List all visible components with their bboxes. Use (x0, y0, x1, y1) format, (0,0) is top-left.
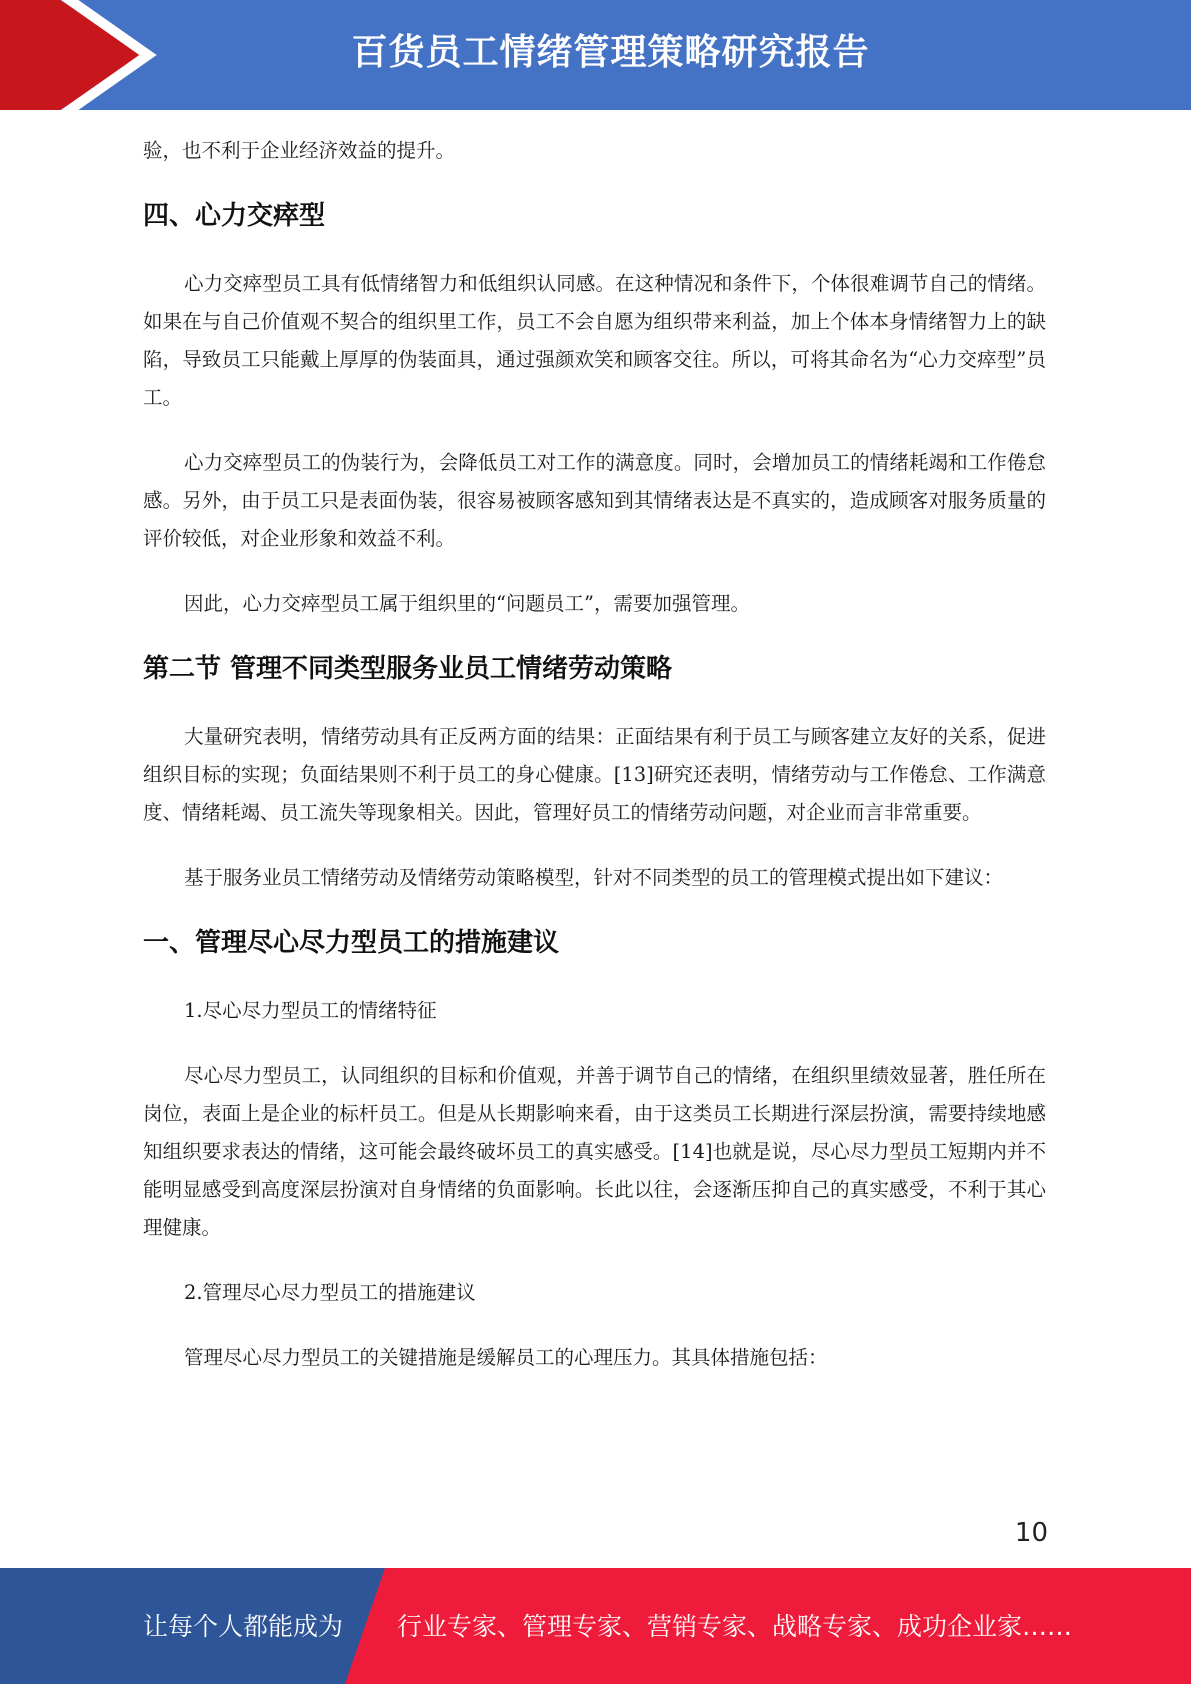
paragraph: 尽心尽力型员工，认同组织的目标和价值观，并善于调节自己的情绪，在组织里绩效显著，胜任所在岗位，表面上是企业的标杆员工。但是从长期影响来看，由于这类员工长期进行深层扮演，需要持续地感知组织要求表达的情绪，这可能会最终破坏员工的真实感受。[14]也就是说，尽心尽力型员工短期内并不能明显感受到高度深层扮演对自身情绪的负面影响。长此以往，会逐渐压抑自己的真实感受，不利于其心理健康。 (143, 1064, 1046, 1239)
header-title: 百货员工情绪管理策略研究报告 (351, 32, 870, 73)
page-header (0, 0, 1191, 110)
page-number: 10 (1014, 1518, 1048, 1548)
subsection-heading: 一、管理尽心尽力型员工的措施建议 (143, 928, 560, 958)
document-body (143, 132, 1046, 1377)
section-heading: 第二节 管理不同类型服务业员工情绪劳动策略 (143, 654, 673, 684)
numbered-subheading: 2.管理尽心尽力型员工的措施建议 (184, 1281, 476, 1304)
paragraph: 管理尽心尽力型员工的关键措施是缓解员工的心理压力。其具体措施包括： (184, 1346, 828, 1369)
paragraph: 心力交瘁型员工的伪装行为，会降低员工对工作的满意度。同时，会增加员工的情绪耗竭和工作倦怠感。另外，由于员工只是表面伪装，很容易被顾客感知到其情绪表达是不真实的，造成顾客对服务质量的评价较低，对企业形象和效益不利。 (143, 451, 1046, 550)
footer-slogan-right: 行业专家、管理专家、营销专家、战略专家、成功企业家…… (397, 1612, 1073, 1641)
footer-slogan-left: 让每个人都能成为 (143, 1612, 344, 1641)
paragraph: 基于服务业员工情绪劳动及情绪劳动策略模型，针对不同类型的员工的管理模式提出如下建议： (184, 866, 1004, 889)
paragraph-continuation: 验，也不利于企业经济效益的提升。 (143, 139, 456, 162)
paragraph: 大量研究表明，情绪劳动具有正反两方面的结果：正面结果有利于员工与顾客建立友好的关系，促进组织目标的实现；负面结果则不利于员工的身心健康。[13]研究还表明，情绪劳动与工作倦怠、工作满意度、情绪耗竭、员工流失等现象相关。因此，管理好员工的情绪劳动问题，对企业而言非常重要。 (143, 725, 1046, 824)
numbered-subheading: 1.尽心尽力型员工的情绪特征 (184, 999, 437, 1022)
paragraph: 心力交瘁型员工具有低情绪智力和低组织认同感。在这种情况和条件下，个体很难调节自己的情绪。如果在与自己价值观不契合的组织里工作，员工不会自愿为组织带来利益，加上个体本身情绪智力上的缺陷，导致员工只能戴上厚厚的伪装面具，通过强颜欢笑和顾客交往。所以，可将其命名为“心力交瘁型”员工。 (143, 272, 1046, 409)
page-footer (0, 1568, 1191, 1684)
paragraph: 因此，心力交瘁型员工属于组织里的“问题员工”，需要加强管理。 (184, 592, 750, 615)
heading-type-four: 四、心力交瘁型 (143, 201, 326, 231)
